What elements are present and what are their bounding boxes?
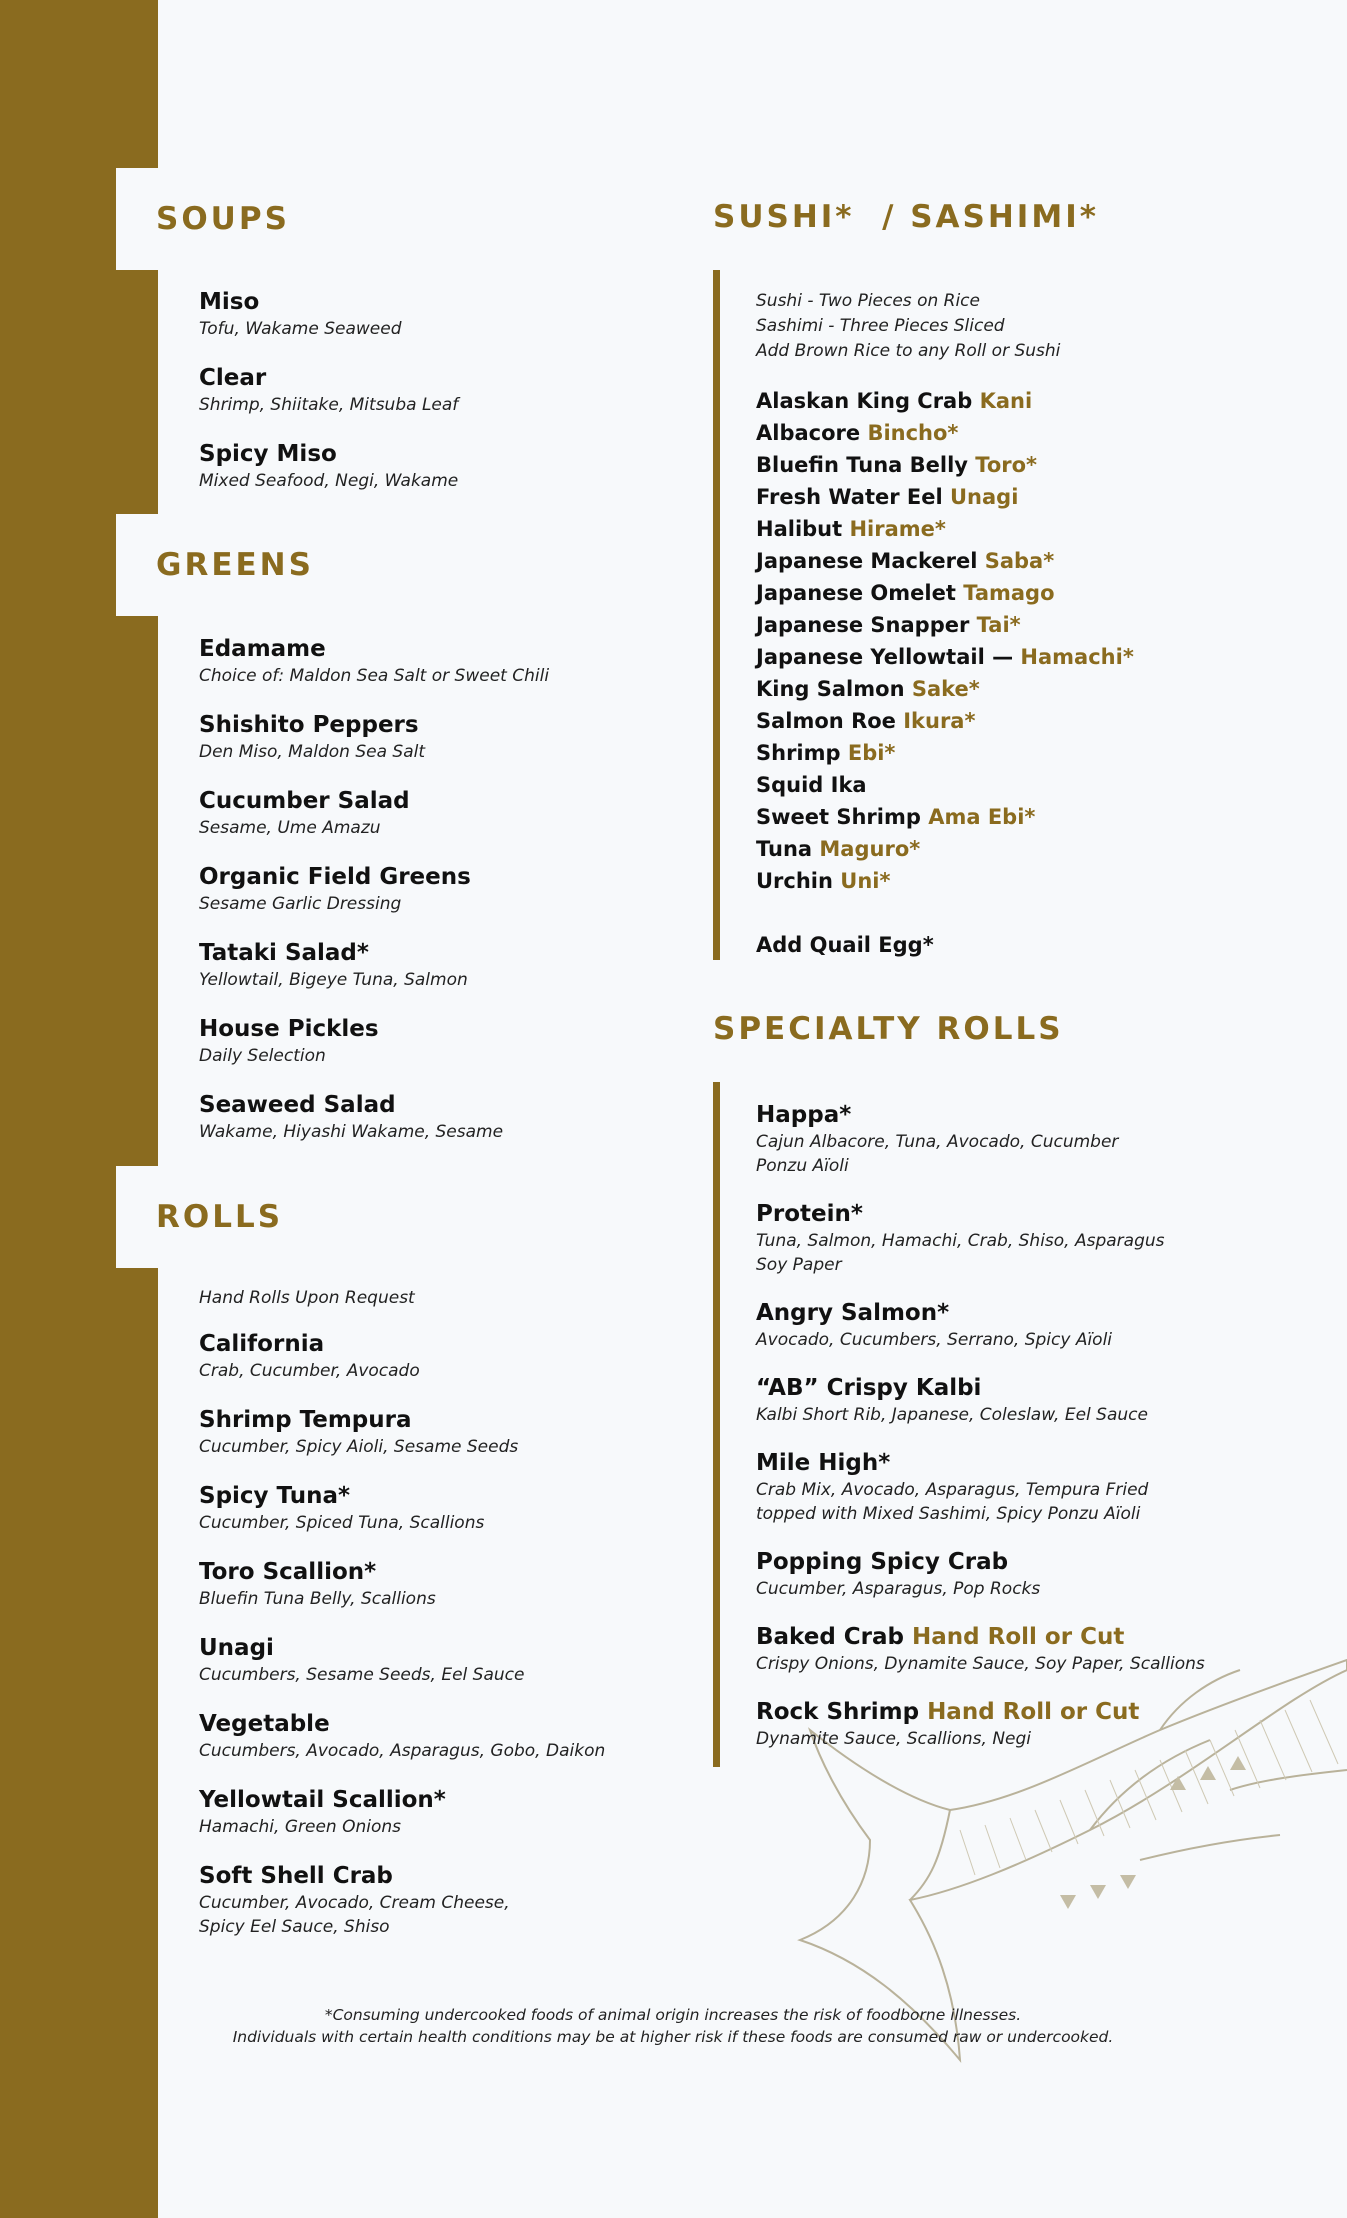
sushi-divider (713, 270, 720, 960)
item-option: Hand Roll or Cut (927, 1699, 1140, 1725)
menu-item (199, 440, 458, 493)
specialty-heading-wrap (713, 1011, 1064, 1047)
sushi-item (756, 417, 1134, 449)
item-name: Spicy Tuna* (199, 1483, 351, 1509)
menu-item (199, 364, 458, 417)
item-desc: Cucumbers, Sesame Seeds, Eel Sauce (199, 1665, 525, 1685)
menu-item (199, 1634, 605, 1687)
sushi-addon: Add Quail Egg* (756, 933, 934, 957)
item-name (756, 1623, 1205, 1652)
specialty-heading: SPECIALTY ROLLS (713, 1011, 1064, 1047)
item-desc: Crispy Onions, Dynamite Sauce, Soy Paper, Scallions (756, 1654, 1205, 1674)
item-desc: Bluefin Tuna Belly, Scallions (199, 1589, 436, 1609)
menu-item (199, 1406, 605, 1459)
sushi-name: Squid Ika (756, 773, 867, 797)
item-option: Hand Roll or Cut (912, 1624, 1125, 1650)
sushi-name: Fresh Water Eel (756, 485, 943, 509)
menu-item (756, 1623, 1205, 1676)
disclaimer-line: *Consuming undercooked foods of animal origin increases the risk of foodborne illnesses. (324, 2006, 1022, 2024)
item-desc: Kalbi Short Rib, Japanese, Coleslaw, Eel Sauce (756, 1405, 1148, 1425)
sushi-name: King Salmon (756, 677, 905, 701)
item-name (756, 1374, 1205, 1403)
sushi-jp-name: Hamachi* (1020, 645, 1134, 669)
item-name-text: Protein* (756, 1201, 863, 1227)
menu-item (199, 863, 549, 916)
sushi-name: Japanese Mackerel (756, 549, 978, 573)
sushi-note: Add Brown Rice to any Roll or Sushi (756, 341, 1061, 361)
menu-item (199, 1710, 605, 1763)
item-desc: Mixed Seafood, Negi, Wakame (199, 471, 459, 491)
item-name: Seaweed Salad (199, 1092, 396, 1118)
sushi-item (756, 865, 1134, 897)
sushi-jp-name: Sake* (911, 677, 980, 701)
item-name: Spicy Miso (199, 441, 337, 467)
item-name-text: Baked Crab (756, 1624, 905, 1650)
sushi-name: Halibut (756, 517, 843, 541)
sushi-name: Japanese Yellowtail — (756, 645, 1014, 669)
menu-item (199, 635, 549, 688)
item-name: Shrimp Tempura (199, 1407, 412, 1433)
sushi-item (756, 545, 1134, 577)
item-desc: Cucumber, Asparagus, Pop Rocks (756, 1579, 1041, 1599)
rolls-list (199, 1286, 605, 1939)
sushi-jp-name: Toro* (975, 453, 1038, 477)
disclaimer (160, 2004, 1186, 2048)
item-name (756, 1200, 1205, 1229)
menu-item (199, 1558, 605, 1611)
greens-tab (116, 514, 314, 616)
sushi-jp-name: Maguro* (819, 837, 921, 861)
item-name (756, 1548, 1205, 1577)
menu-item (199, 1015, 549, 1068)
sushi-jp-name: Tai* (976, 613, 1021, 637)
sushi-item (756, 705, 1134, 737)
rolls-heading: ROLLS (156, 1199, 284, 1235)
rolls-tab (116, 1166, 284, 1268)
item-name: Cucumber Salad (199, 788, 410, 814)
sushi-name: Salmon Roe (756, 709, 896, 733)
sushi-name: Alaskan King Crab (756, 389, 973, 413)
item-desc: Daily Selection (199, 1046, 326, 1066)
item-desc: Crab, Cucumber, Avocado (199, 1361, 420, 1381)
item-name: Miso (199, 289, 260, 315)
sushi-item (756, 513, 1134, 545)
menu-item (756, 1200, 1205, 1277)
left-accent-bar (0, 0, 158, 2218)
soups-tab (116, 168, 290, 270)
item-desc: Den Miso, Maldon Sea Salt (199, 742, 426, 762)
menu-item (199, 1330, 605, 1383)
sushi-list (756, 289, 1134, 961)
item-name-text: Popping Spicy Crab (756, 1549, 1009, 1575)
sushi-item (756, 577, 1134, 609)
menu-item (199, 939, 549, 992)
menu-item (756, 1374, 1205, 1427)
item-name: Tataki Salad* (199, 940, 369, 966)
sushi-jp-name: Ebi* (847, 741, 896, 765)
sushi-name: Urchin (756, 869, 833, 893)
item-desc: Dynamite Sauce, Scallions, Negi (756, 1729, 1032, 1749)
sushi-item (756, 449, 1134, 481)
sushi-note: Sashimi - Three Pieces Sliced (756, 316, 1005, 336)
sushi-name: Albacore (756, 421, 861, 445)
sushi-jp-name: Kani (979, 389, 1033, 413)
item-desc: Hamachi, Green Onions (199, 1817, 401, 1837)
item-desc: Avocado, Cucumbers, Serrano, Spicy Aïoli (756, 1330, 1113, 1350)
item-desc: Choice of: Maldon Sea Salt or Sweet Chili (199, 666, 550, 686)
item-name-text: “AB” Crispy Kalbi (756, 1375, 982, 1401)
menu-item (199, 787, 549, 840)
sushi-name: Shrimp (756, 741, 841, 765)
item-name: Vegetable (199, 1711, 330, 1737)
item-desc: Cucumber, Spicy Aioli, Sesame Seeds (199, 1437, 519, 1457)
sushi-item (756, 769, 1134, 801)
menu-item (199, 1091, 549, 1144)
item-desc: Sesame, Ume Amazu (199, 818, 381, 838)
specialty-divider (713, 1082, 720, 1767)
disclaimer-line: Individuals with certain health conditions may be at higher risk if these foods are consumed raw or undercooked. (232, 2028, 1114, 2046)
sushi-name: Bluefin Tuna Belly (756, 453, 968, 477)
item-name (756, 1299, 1205, 1328)
item-desc: Cucumbers, Avocado, Asparagus, Gobo, Daikon (199, 1741, 606, 1761)
item-name (756, 1698, 1205, 1727)
menu-item (199, 711, 549, 764)
sushi-note: Sushi - Two Pieces on Rice (756, 291, 980, 311)
item-desc: Tofu, Wakame Seaweed (199, 319, 402, 339)
menu-item (756, 1299, 1205, 1352)
soups-list (199, 288, 458, 493)
sushi-name: Tuna (756, 837, 813, 861)
sushi-jp-name: Hirame* (849, 517, 946, 541)
item-desc: Wakame, Hiyashi Wakame, Sesame (199, 1122, 504, 1142)
item-name: Unagi (199, 1635, 274, 1661)
item-name: Organic Field Greens (199, 864, 471, 890)
menu-item (199, 1482, 605, 1535)
item-desc: Cajun Albacore, Tuna, Avocado, Cucumber (756, 1132, 1119, 1152)
item-name: California (199, 1331, 325, 1357)
menu-item (756, 1698, 1205, 1751)
greens-list (199, 635, 549, 1144)
soups-heading: SOUPS (156, 201, 290, 237)
sushi-item (756, 609, 1134, 641)
sushi-jp-name: Unagi (950, 485, 1019, 509)
item-name: Yellowtail Scallion* (199, 1787, 446, 1813)
menu-item (199, 288, 458, 341)
item-name-text: Happa* (756, 1102, 852, 1128)
sushi-item (756, 833, 1134, 865)
sushi-jp-name: Tamago (963, 581, 1055, 605)
sushi-item (756, 481, 1134, 513)
item-name (756, 1101, 1205, 1130)
sushi-heading: SUSHI* / SASHIMI* (713, 199, 1099, 235)
menu-item (199, 1786, 605, 1839)
item-desc: Cucumber, Avocado, Cream Cheese, (199, 1893, 510, 1913)
sushi-jp-name: Ikura* (903, 709, 976, 733)
sushi-name: Japanese Omelet (756, 581, 956, 605)
sushi-item (756, 801, 1134, 833)
item-name-text: Angry Salmon* (756, 1300, 950, 1326)
item-name-text: Mile High* (756, 1450, 891, 1476)
item-desc: Shrimp, Shiitake, Mitsuba Leaf (199, 395, 459, 415)
rolls-note: Hand Rolls Upon Request (199, 1288, 415, 1308)
sushi-jp-name: Saba* (984, 549, 1055, 573)
specialty-list (756, 1101, 1205, 1751)
item-desc: Yellowtail, Bigeye Tuna, Salmon (199, 970, 468, 990)
item-desc: Tuna, Salmon, Hamachi, Crab, Shiso, Asparagus (756, 1231, 1165, 1251)
item-name: Toro Scallion* (199, 1559, 377, 1585)
sushi-item (756, 641, 1134, 673)
item-name: Soft Shell Crab (199, 1863, 393, 1889)
item-desc: topped with Mixed Sashimi, Spicy Ponzu Aïoli (756, 1504, 1141, 1524)
item-name-text: Rock Shrimp (756, 1699, 920, 1725)
sushi-jp-name: Uni* (840, 869, 891, 893)
item-desc: Spicy Eel Sauce, Shiso (199, 1917, 390, 1937)
sushi-name: Japanese Snapper (756, 613, 970, 637)
item-desc: Sesame Garlic Dressing (199, 894, 402, 914)
item-name (756, 1449, 1205, 1478)
item-name: House Pickles (199, 1016, 379, 1042)
sushi-name: Sweet Shrimp (756, 805, 921, 829)
menu-item (199, 1862, 605, 1939)
sushi-heading-wrap (713, 199, 1099, 235)
sushi-item (756, 385, 1134, 417)
sushi-jp-name: Bincho* (867, 421, 959, 445)
item-desc: Soy Paper (756, 1255, 842, 1275)
item-desc: Ponzu Aïoli (756, 1156, 849, 1176)
item-desc: Cucumber, Spiced Tuna, Scallions (199, 1513, 485, 1533)
menu-item (756, 1548, 1205, 1601)
sushi-item (756, 737, 1134, 769)
item-name: Clear (199, 365, 267, 391)
item-desc: Crab Mix, Avocado, Asparagus, Tempura Fried (756, 1480, 1149, 1500)
greens-heading: GREENS (156, 547, 314, 583)
item-name: Shishito Peppers (199, 712, 419, 738)
sushi-item (756, 673, 1134, 705)
item-name: Edamame (199, 636, 326, 662)
sushi-jp-name: Ama Ebi* (928, 805, 1036, 829)
menu-item (756, 1101, 1205, 1178)
menu-item (756, 1449, 1205, 1526)
